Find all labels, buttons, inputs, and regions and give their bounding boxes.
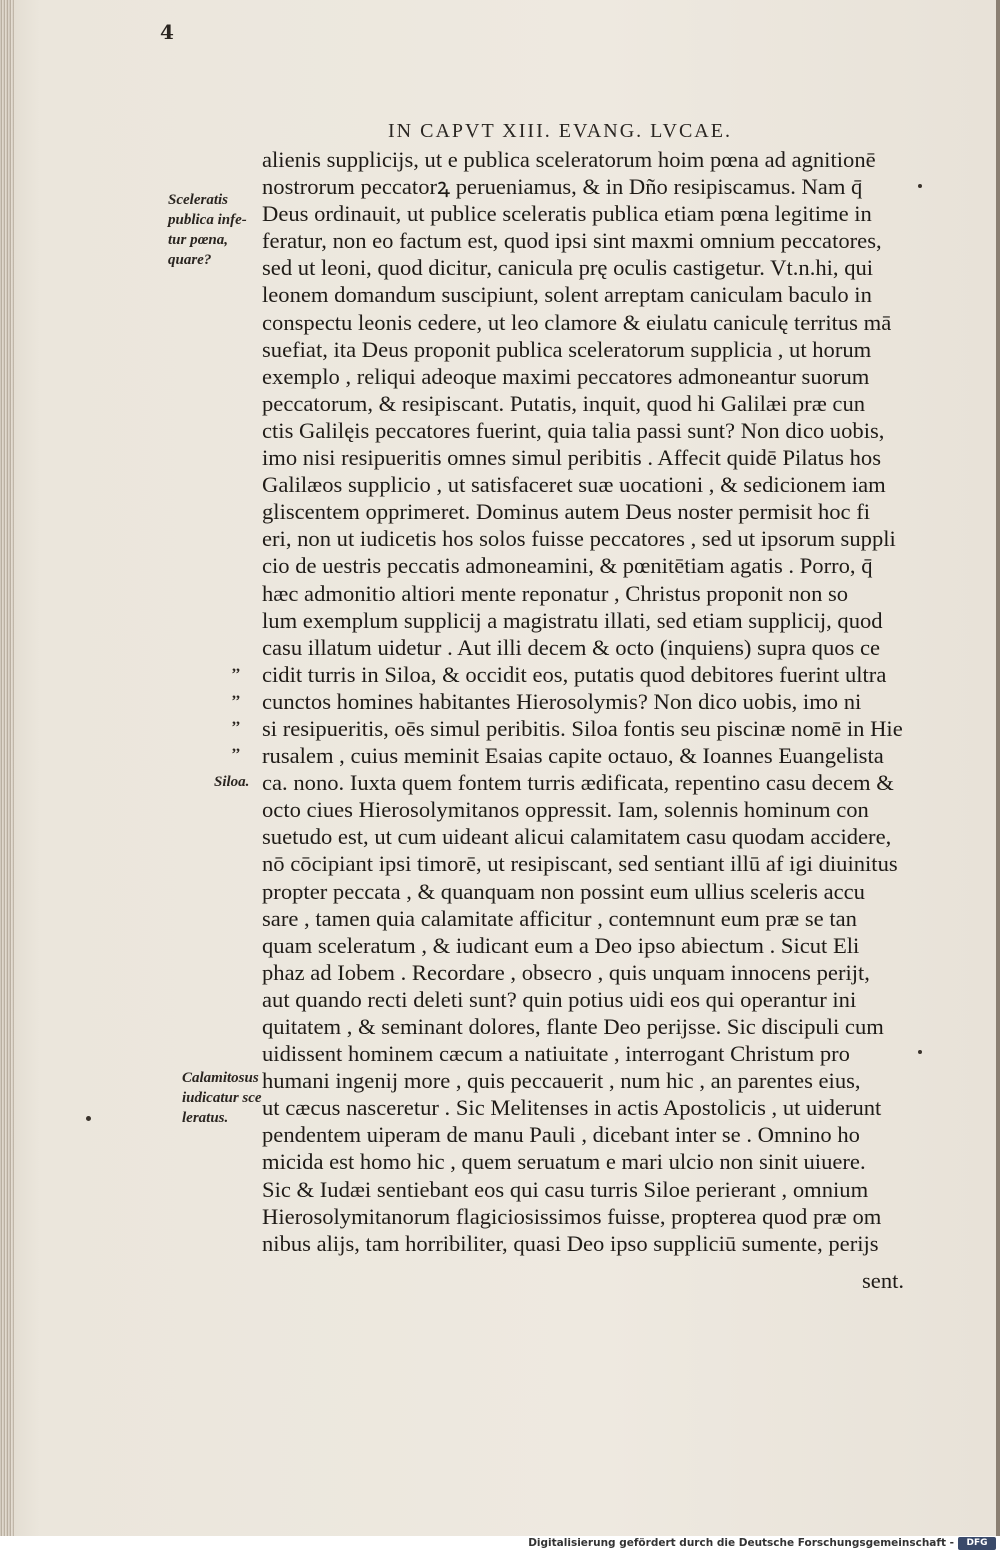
text-line: uidissent hominem cæcum a natiuitate , interrogant Christum pro bbox=[262, 1041, 850, 1067]
text-line: aut quando recti deleti sunt? quin potius uidi eos qui operantur ini bbox=[262, 986, 857, 1012]
quote-mark: ,, bbox=[232, 711, 240, 728]
margin-note-sceleratis bbox=[168, 190, 247, 270]
text-line: sare , tamen quia calamitate afficitur , contemnunt eum præ se tan bbox=[262, 905, 857, 931]
text-line: alienis supplicijs, ut e publica sceleratorum hoim pœna ad agnitionē bbox=[262, 147, 876, 172]
text-line: cio de uestris peccatis admoneamini, & pœnitētiam agatis . Porro, q̄ bbox=[262, 553, 873, 579]
ink-speck bbox=[918, 1050, 922, 1054]
text-line: si resipueritis, oēs simul peribitis. Siloa fontis seu piscinæ nomē in Hie bbox=[262, 715, 903, 741]
margin-note-line: Sceleratis bbox=[168, 192, 228, 208]
funding-credit: Digitalisierung gefördert durch die Deutsche Forschungsgemeinschaft - bbox=[528, 1537, 954, 1549]
text-line: peccatorum, & resipiscant. Putatis, inquit, quod hi Galilæi præ cun bbox=[262, 390, 866, 416]
margin-note-line: leratus. bbox=[182, 1110, 229, 1126]
text-line: nibus alijs, tam horribiliter, quasi Deo ipso suppliciū sumente, perijs bbox=[262, 1230, 879, 1256]
text-line: micida est homo hic , quem seruatum e mari ulcio non sinit uiuere. bbox=[262, 1149, 866, 1175]
text-line: imo nisi resipueritis omnes simul peribitis . Affecit quidē Pilatus hos bbox=[262, 445, 881, 471]
margin-note-line: publica infe- bbox=[168, 212, 247, 228]
ink-speck bbox=[918, 184, 922, 188]
text-line: leonem domandum suscipiunt, solent arreptam caniculam baculo in bbox=[262, 282, 872, 308]
text-line: octo ciues Hierosolymitanos oppressit. Iam, solennis hominum con bbox=[262, 797, 869, 823]
text-line: propter peccata , & quanquam non possint eum ullius sceleris accu bbox=[262, 878, 865, 904]
text-line: Deus ordinauit, ut publice sceleratis publica etiam pœna legitime in bbox=[262, 201, 872, 227]
quote-mark: ,, bbox=[232, 737, 240, 755]
margin-note-line: Calamitosus bbox=[182, 1070, 259, 1086]
text-line: Galilæos supplicio , ut satisfaceret suæ uocationi , & sedicionem iam bbox=[262, 472, 886, 498]
margin-note-calamitosus bbox=[182, 1068, 262, 1128]
text-line: ca. nono. Iuxta quem fontem turris ædificata, repentino casu decem & bbox=[262, 770, 894, 796]
text-line: cidit turris in Siloa, & occidit eos, putatis quod debitores fuerint ultra bbox=[262, 661, 887, 687]
text-line: Hierosolymitanorum flagiciosissimos fuisse, propterea quod præ om bbox=[262, 1203, 882, 1229]
text-line: pendentem uiperam de manu Pauli , dicebant inter se . Omnino ho bbox=[262, 1122, 860, 1148]
text-line: hæc admonitio altiori mente reponatur , Christus proponit non so bbox=[262, 580, 849, 606]
right-page-edge bbox=[996, 0, 1000, 1536]
margin-note-line: iudicatur sce bbox=[182, 1090, 262, 1106]
text-line: nō cōcipiant ipsi timorē, ut resipiscant, sed sentiant illū af igi diuinitus bbox=[262, 851, 898, 877]
footer-bar bbox=[0, 1536, 1000, 1552]
text-line: suetudo est, ut cum uideant alicui calamitatem casu quodam accidere, bbox=[262, 824, 892, 850]
quotation-marks bbox=[232, 654, 240, 760]
page-mark: 4 bbox=[160, 20, 174, 44]
margin-note-siloa bbox=[214, 772, 249, 792]
margin-note-line: tur pœna, bbox=[168, 232, 229, 248]
text-line: exemplo , reliqui adeoque maximi peccatores admoneantur suorum bbox=[262, 363, 870, 389]
running-head: IN CAPVT XIII. EVANG. LVCAE. bbox=[388, 120, 732, 142]
text-line: quitatem , & seminant dolores, flante Deo perijsse. Sic discipuli cum bbox=[262, 1014, 884, 1039]
text-line: lum exemplum supplicij a magistratu illati, sed etiam supplicij, quod bbox=[262, 607, 883, 633]
page-edge bbox=[0, 0, 14, 1536]
text-line: conspectu leonis cedere, ut leo clamore & eiulatu caniculę territus mā bbox=[262, 309, 892, 335]
quote-mark: ,, bbox=[232, 658, 240, 675]
text-line: phaz ad Iobem . Recordare , obsecro , quis unquam innocens perijt, bbox=[262, 959, 870, 985]
text-line: ut cæcus nasceretur . Sic Melitenses in actis Apostolicis , ut uiderunt bbox=[262, 1095, 882, 1121]
body-text bbox=[262, 146, 912, 1257]
text-line: gliscentem opprimeret. Dominus autem Deus noster permisit hoc fi bbox=[262, 499, 871, 525]
text-line: sed ut leoni, quod dicitur, canicula prę oculis castigetur. Vt.n.hi, qui bbox=[262, 255, 874, 281]
text-line: nostrorum peccatorꝝ perueniamus, & in Dño resipiscamus. Nam q̄ bbox=[262, 174, 863, 200]
text-line: rusalem , cuius meminit Esaias capite octauo, & Ioannes Euangelista bbox=[262, 743, 884, 769]
text-line: humani ingenij more , quis peccauerit , num hic , an parentes eius, bbox=[262, 1068, 861, 1094]
text-line: suefiat, ita Deus proponit publica sceleratorum supplicia , ut horum bbox=[262, 336, 872, 362]
text-line: Sic & Iudæi sentiebant eos qui casu turris Siloe perierant , omnium bbox=[262, 1176, 869, 1202]
text-line: ctis Galilęis peccatores fuerint, quia talia passi sunt? Non dico uobis, bbox=[262, 417, 885, 443]
quote-mark: ,, bbox=[232, 684, 240, 702]
catchword: sent. bbox=[862, 1268, 905, 1293]
text-line: cunctos homines habitantes Hierosolymis? Non dico uobis, imo ni bbox=[262, 688, 862, 714]
dfg-logo: DFG bbox=[958, 1537, 996, 1550]
ink-speck bbox=[86, 1116, 91, 1121]
text-line: casu illatum uidetur . Aut illi decem & octo (inquiens) supra quos ce bbox=[262, 634, 881, 660]
text-line: eri, non ut iudicetis hos solos fuisse peccatores , sed ut ipsorum suppli bbox=[262, 526, 896, 552]
margin-note-line: Siloa. bbox=[214, 774, 250, 790]
text-line: feratur, non eo factum est, quod ipsi sint maxmi omnium peccatores, bbox=[262, 228, 882, 254]
text-line: quam sceleratum , & iudicant eum a Deo ipso abiectum . Sicut Eli bbox=[262, 932, 860, 958]
margin-note-line: quare? bbox=[168, 252, 212, 268]
